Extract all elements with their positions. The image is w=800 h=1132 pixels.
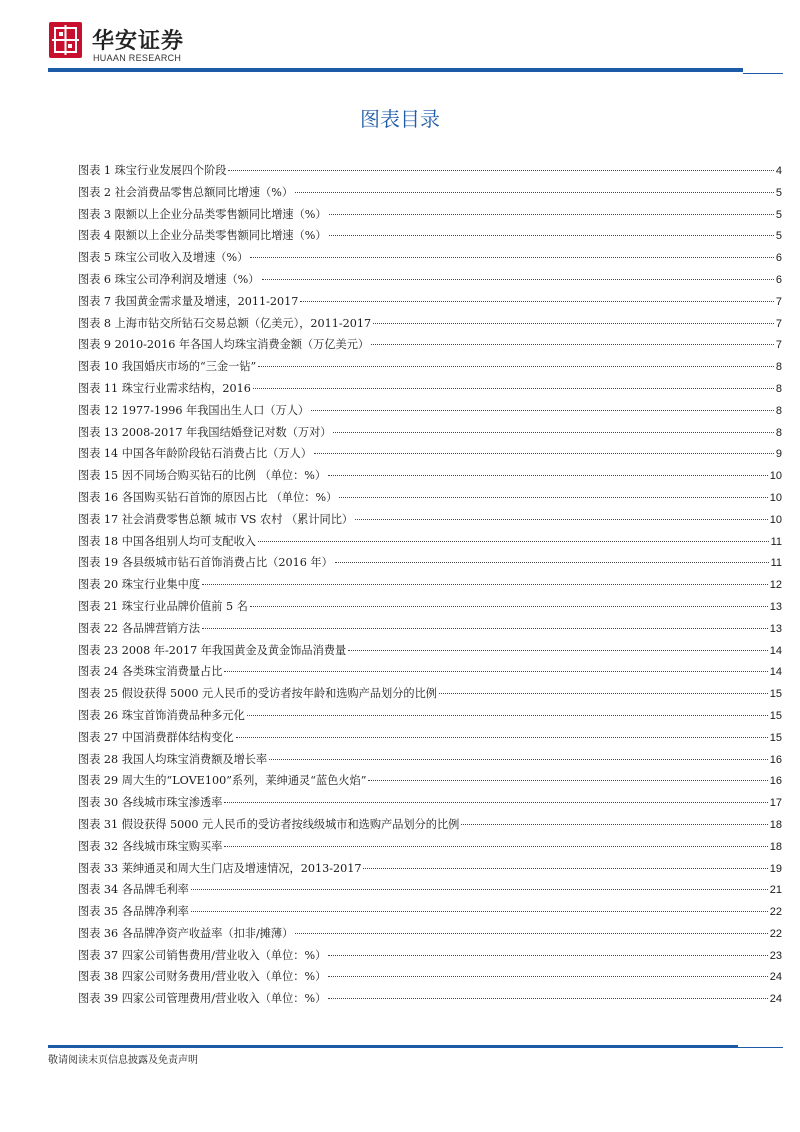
- toc-entry-page: 14: [769, 666, 782, 679]
- toc-entry-label: 图表 26 珠宝首饰消费品种多元化: [78, 708, 245, 722]
- toc-entry-page: 24: [769, 993, 782, 1006]
- toc-entry-label: 图表 8 上海市钻交所钻石交易总额（亿美元），2011-2017: [78, 316, 372, 330]
- brand-subtitle: HUAAN RESEARCH: [93, 53, 182, 63]
- toc-entry-page: 21: [769, 884, 782, 897]
- toc-entry-label: 图表 18 中国各组别人均可支配收入: [78, 534, 256, 548]
- toc-entry-label: 图表 33 莱绅通灵和周大生门店及增速情况，2013-2017: [78, 861, 362, 875]
- toc-leader-dots: [253, 378, 774, 389]
- toc-leader-dots: [328, 945, 767, 956]
- toc-entry-label: 图表 7 我国黄金需求量及增速，2011-2017: [78, 294, 299, 308]
- toc-leader-dots: [228, 160, 773, 171]
- toc-entry-label: 图表 28 我国人均珠宝消费额及增长率: [78, 752, 268, 766]
- toc-entry-label: 图表 27 中国消费群体结构变化: [78, 730, 234, 744]
- toc-entry-label: 图表 11 珠宝行业需求结构，2016: [78, 381, 251, 395]
- footer-divider-thin: [738, 1047, 783, 1048]
- toc-entry-label: 图表 24 各类珠宝消费量占比: [78, 665, 223, 679]
- toc-leader-dots: [202, 574, 768, 585]
- toc-entry-page: 11: [770, 557, 782, 570]
- toc-entry[interactable]: [78, 683, 782, 705]
- toc-leader-dots: [328, 465, 768, 476]
- toc-entry-label: 图表 23 2008 年-2017 年我国黄金及黄金饰品消费量: [78, 643, 347, 657]
- footer-divider: [48, 1045, 738, 1048]
- toc-leader-dots: [348, 640, 768, 651]
- toc-entry-page: 7: [775, 339, 782, 352]
- toc-entry-page: 7: [775, 317, 782, 330]
- toc-leader-dots: [314, 443, 774, 454]
- toc-leader-dots: [295, 923, 767, 934]
- toc-leader-dots: [368, 770, 767, 781]
- toc-entry-label: 图表 31 假设获得 5000 元人民币的受访者按线级城市和选购产品划分的比例: [78, 817, 460, 831]
- toc-leader-dots: [250, 596, 768, 607]
- footer-disclaimer: 敬请阅读末页信息披露及免责声明: [48, 1055, 198, 1066]
- toc-leader-dots: [328, 966, 767, 977]
- toc-entry[interactable]: [78, 596, 782, 618]
- toc-entry-page: 15: [769, 709, 782, 722]
- toc-entry[interactable]: [78, 988, 782, 1010]
- toc-entry-page: 8: [775, 382, 782, 395]
- toc-entry-page: 13: [769, 622, 782, 635]
- toc-entry-page: 7: [775, 295, 782, 308]
- toc-leader-dots: [250, 247, 774, 258]
- toc-entry-label: 图表 35 各品牌净利率: [78, 905, 189, 919]
- toc-leader-dots: [311, 400, 774, 411]
- toc-entry[interactable]: [78, 945, 782, 967]
- toc-entry-label: 图表 19 各县级城市钻石首饰消费占比（2016 年）: [78, 556, 333, 570]
- toc-entry-page: 15: [769, 731, 782, 744]
- toc-leader-dots: [224, 661, 767, 672]
- toc-entry-label: 图表 25 假设获得 5000 元人民币的受访者按年龄和选购产品划分的比例: [78, 687, 437, 701]
- toc-leader-dots: [295, 182, 774, 193]
- toc-entry-label: 图表 9 2010-2016 年各国人均珠宝消费金额（万亿美元）: [78, 338, 370, 352]
- toc-entry-label: 图表 20 珠宝行业集中度: [78, 578, 201, 592]
- toc-entry-page: 10: [769, 513, 782, 526]
- toc-entry-label: 图表 6 珠宝公司净利润及增速（%）: [78, 272, 260, 286]
- toc-leader-dots: [328, 988, 767, 999]
- toc-entry-page: 8: [775, 404, 782, 417]
- toc-entry[interactable]: [78, 378, 782, 400]
- toc-entry-page: 5: [775, 230, 782, 243]
- toc-entry-page: 17: [769, 797, 782, 810]
- toc-entry[interactable]: [78, 291, 782, 313]
- toc-entry[interactable]: [78, 356, 782, 378]
- toc-entry-label: 图表 22 各品牌营销方法: [78, 621, 201, 635]
- toc-leader-dots: [258, 356, 774, 367]
- logo-mark-icon: [49, 22, 82, 58]
- header-divider-thin: [743, 73, 783, 74]
- toc-entry-label: 图表 2 社会消费品零售总额同比增速（%）: [78, 185, 294, 199]
- toc-entry[interactable]: [78, 160, 782, 182]
- logo-icon: [49, 22, 82, 58]
- toc-leader-dots: [373, 313, 774, 324]
- toc-entry[interactable]: [78, 182, 782, 204]
- toc-leader-dots: [333, 422, 773, 433]
- toc-entry-label: 图表 15 因不同场合购买钻石的比例 （单位：%）: [78, 469, 327, 483]
- toc-entry-page: 16: [769, 775, 782, 788]
- toc-entry-label: 图表 16 各国购买钻石首饰的原因占比 （单位：%）: [78, 490, 338, 504]
- brand-name: 华安证券: [92, 28, 185, 54]
- toc-leader-dots: [439, 683, 768, 694]
- toc-entry-page: 6: [775, 252, 782, 265]
- toc-entry[interactable]: [78, 204, 782, 226]
- toc-entry[interactable]: [78, 661, 782, 683]
- toc-entry-page: 6: [775, 273, 782, 286]
- toc-leader-dots: [191, 901, 768, 912]
- toc-entry-page: 10: [769, 491, 782, 504]
- header-divider: [48, 68, 743, 72]
- toc-entry-label: 图表 32 各线城市珠宝购买率: [78, 839, 223, 853]
- toc-entry[interactable]: [78, 247, 782, 269]
- toc-entry[interactable]: [78, 552, 782, 574]
- toc-entry[interactable]: [78, 443, 782, 465]
- toc-entry[interactable]: [78, 749, 782, 771]
- toc-leader-dots: [236, 727, 768, 738]
- toc-entry-label: 图表 10 我国婚庆市场的“三金一钻”: [78, 360, 257, 374]
- toc-entry-label: 图表 5 珠宝公司收入及增速（%）: [78, 251, 249, 265]
- toc-entry[interactable]: [78, 574, 782, 596]
- toc-entry-label: 图表 34 各品牌毛利率: [78, 883, 189, 897]
- toc-entry-label: 图表 12 1977-1996 年我国出生人口（万人）: [78, 403, 310, 417]
- toc-entry-page: 18: [769, 840, 782, 853]
- toc-leader-dots: [191, 879, 768, 890]
- toc-leader-dots: [335, 552, 769, 563]
- toc-entry[interactable]: [78, 313, 782, 335]
- toc-leader-dots: [461, 814, 767, 825]
- toc-entry[interactable]: [78, 334, 782, 356]
- toc-entry-page: 22: [769, 906, 782, 919]
- toc-entry-label: 图表 39 四家公司管理费用/营业收入（单位：%）: [78, 992, 327, 1006]
- toc-entry[interactable]: [78, 640, 782, 662]
- toc-entry[interactable]: [78, 422, 782, 444]
- toc-entry[interactable]: [78, 770, 782, 792]
- toc-entry-page: 5: [775, 208, 782, 221]
- toc-entry-label: 图表 38 四家公司财务费用/营业收入（单位：%）: [78, 970, 327, 984]
- toc-entry[interactable]: [78, 465, 782, 487]
- toc-entry-page: 8: [775, 426, 782, 439]
- toc-entry-label: 图表 4 限额以上企业分品类零售额同比增速（%）: [78, 229, 327, 243]
- toc-leader-dots: [371, 334, 774, 345]
- toc-entry[interactable]: [78, 727, 782, 749]
- toc-entry[interactable]: [78, 923, 782, 945]
- toc-entry[interactable]: [78, 792, 782, 814]
- toc-entry-page: 14: [769, 644, 782, 657]
- toc-entry-page: 9: [775, 448, 782, 461]
- toc-entry-page: 18: [769, 818, 782, 831]
- toc-entry[interactable]: [78, 225, 782, 247]
- toc-leader-dots: [355, 509, 768, 520]
- toc-entry-page: 5: [775, 186, 782, 199]
- toc-entry[interactable]: [78, 269, 782, 291]
- page-title: 图表目录: [360, 107, 440, 131]
- toc-list: [78, 160, 782, 1010]
- toc-leader-dots: [202, 618, 768, 629]
- toc-entry[interactable]: [78, 531, 782, 553]
- toc-entry-page: 12: [769, 579, 782, 592]
- toc-entry-label: 图表 36 各品牌净资产收益率（扣非/摊薄）: [78, 926, 294, 940]
- toc-entry-page: 8: [775, 361, 782, 374]
- toc-entry-page: 16: [769, 753, 782, 766]
- toc-leader-dots: [258, 531, 769, 542]
- toc-entry[interactable]: [78, 879, 782, 901]
- toc-entry-label: 图表 37 四家公司销售费用/营业收入（单位：%）: [78, 948, 327, 962]
- toc-entry-page: 10: [769, 470, 782, 483]
- toc-entry-page: 22: [769, 927, 782, 940]
- toc-entry[interactable]: [78, 705, 782, 727]
- toc-leader-dots: [300, 291, 773, 302]
- toc-entry-page: 13: [769, 600, 782, 613]
- toc-leader-dots: [329, 204, 774, 215]
- toc-entry[interactable]: [78, 858, 782, 880]
- toc-entry[interactable]: [78, 966, 782, 988]
- toc-entry-label: 图表 14 中国各年龄阶段钻石消费占比（万人）: [78, 447, 312, 461]
- toc-entry-label: 图表 29 周大生的“LOVE100”系列，莱绅通灵“蓝色火焰”: [78, 774, 367, 788]
- toc-leader-dots: [339, 487, 767, 498]
- toc-entry-page: 4: [775, 165, 782, 177]
- toc-leader-dots: [363, 858, 767, 869]
- toc-entry-label: 图表 13 2008-2017 年我国结婚登记对数（万对）: [78, 425, 332, 439]
- toc-entry-page: 15: [769, 688, 782, 701]
- toc-entry[interactable]: [78, 509, 782, 531]
- toc-leader-dots: [224, 792, 767, 803]
- toc-entry-label: 图表 21 珠宝行业品牌价值前 5 名: [78, 599, 248, 613]
- toc-entry-page: 23: [769, 949, 782, 962]
- toc-entry[interactable]: [78, 618, 782, 640]
- toc-entry[interactable]: [78, 487, 782, 509]
- page-header: [0, 0, 800, 80]
- toc-leader-dots: [269, 749, 768, 760]
- toc-entry[interactable]: [78, 836, 782, 858]
- toc-entry-label: 图表 30 各线城市珠宝渗透率: [78, 796, 223, 810]
- toc-entry-page: 11: [770, 535, 782, 548]
- toc-entry-page: 24: [769, 971, 782, 984]
- toc-leader-dots: [247, 705, 768, 716]
- toc-entry[interactable]: [78, 901, 782, 923]
- toc-entry-page: 19: [769, 862, 782, 875]
- toc-entry-label: 图表 17 社会消费零售总额 城市 VS 农村 （累计同比）: [78, 512, 354, 526]
- toc-leader-dots: [224, 836, 767, 847]
- toc-entry-label: 图表 1 珠宝行业发展四个阶段: [78, 164, 227, 177]
- toc-entry-label: 图表 3 限额以上企业分品类零售额同比增速（%）: [78, 207, 327, 221]
- toc-leader-dots: [262, 269, 774, 280]
- toc-entry[interactable]: [78, 400, 782, 422]
- toc-entry[interactable]: [78, 814, 782, 836]
- toc-leader-dots: [329, 225, 774, 236]
